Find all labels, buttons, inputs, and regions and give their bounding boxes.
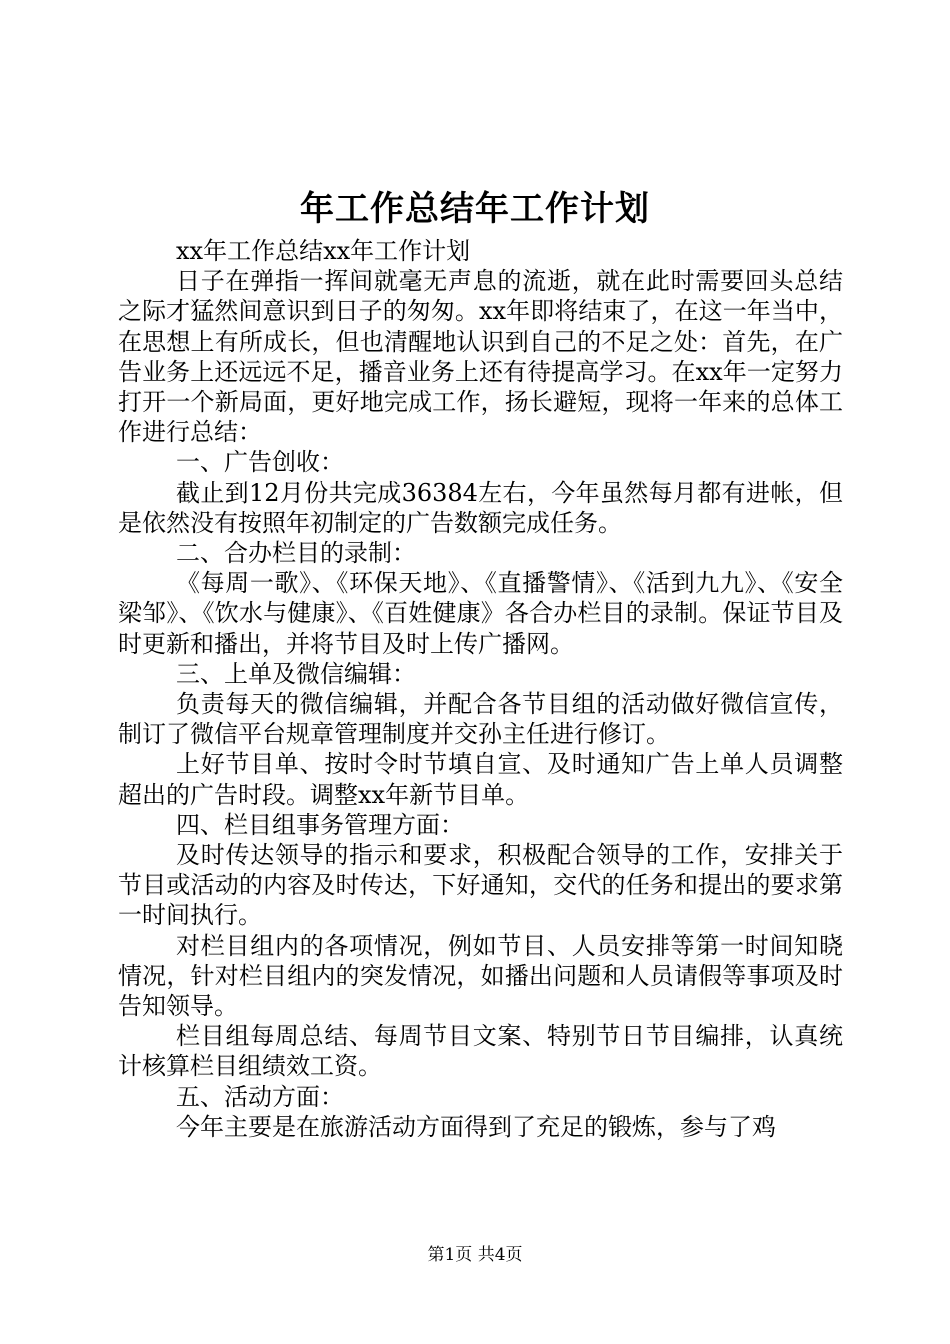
management-paragraph-1: 及时传达领导的指示和要求，积极配合领导的工作，安排关于节目或活动的内容及时传达，下好通知，交代的任务和提出的要求第一时间执行。 bbox=[118, 841, 843, 930]
management-paragraph-3: 栏目组每周总结、每周节目文案、特别节日节目编排，认真统计核算栏目组绩效工资。 bbox=[118, 1022, 843, 1081]
section-heading-management: 四、栏目组事务管理方面： bbox=[176, 810, 464, 839]
document-body bbox=[118, 236, 843, 1142]
section-heading-wechat: 三、上单及微信编辑： bbox=[176, 659, 416, 688]
page-number: 第1页 bbox=[427, 1245, 473, 1265]
schedule-paragraph: 上好节目单、按时令时节填自宣、及时通知广告上单人员调整超出的广告时段。调整xx年新节目单。 bbox=[118, 750, 843, 809]
section-heading-advertising: 一、广告创收： bbox=[176, 448, 344, 477]
section-heading-joint-programs: 二、合办栏目的录制： bbox=[176, 539, 416, 568]
activities-paragraph: 今年主要是在旅游活动方面得到了充足的锻炼，参与了鸡 bbox=[176, 1112, 776, 1141]
joint-programs-paragraph: 《每周一歌》、《环保天地》、《直播警情》、《活到九九》、《安全梁邹》、《饮水与健康》、《百姓健康》各合办栏目的录制。保证节目及时更新和播出，并将节目及时上传广播网。 bbox=[118, 569, 843, 658]
management-paragraph-2: 对栏目组内的各项情况，例如节目、人员安排等第一时间知晓情况，针对栏目组内的突发情况，如播出问题和人员请假等事项及时告知领导。 bbox=[118, 931, 843, 1021]
section-heading-activities: 五、活动方面： bbox=[176, 1082, 344, 1111]
page-total: 共4页 bbox=[477, 1245, 523, 1265]
wechat-paragraph: 负责每天的微信编辑，并配合各节目组的活动做好微信宣传，制订了微信平台规章管理制度并交孙主任进行修订。 bbox=[118, 690, 843, 749]
page-footer bbox=[0, 1243, 950, 1267]
intro-heading: xx年工作总结xx年工作计划 bbox=[176, 237, 471, 265]
advertising-paragraph: 截止到12月份共完成36384左右，今年虽然每月都有进帐，但是依然没有按照年初制定的广告数额完成任务。 bbox=[118, 478, 843, 537]
intro-paragraph: 日子在弹指一挥间就毫无声息的流逝，就在此时需要回头总结之际才猛然间意识到日子的匆匆。xx年即将结束了，在这一年当中，在思想上有所成长，但也清醒地认识到自己的不足之处：首先，在广告业务上还远远不足，播音业务上还有待提高学习。在xx年一定努力打开一个新局面，更好地完成工作，扬长避短，现将一年来的总体工作进行总结： bbox=[118, 267, 843, 447]
document-title: 年工作总结年工作计划 bbox=[300, 189, 650, 229]
